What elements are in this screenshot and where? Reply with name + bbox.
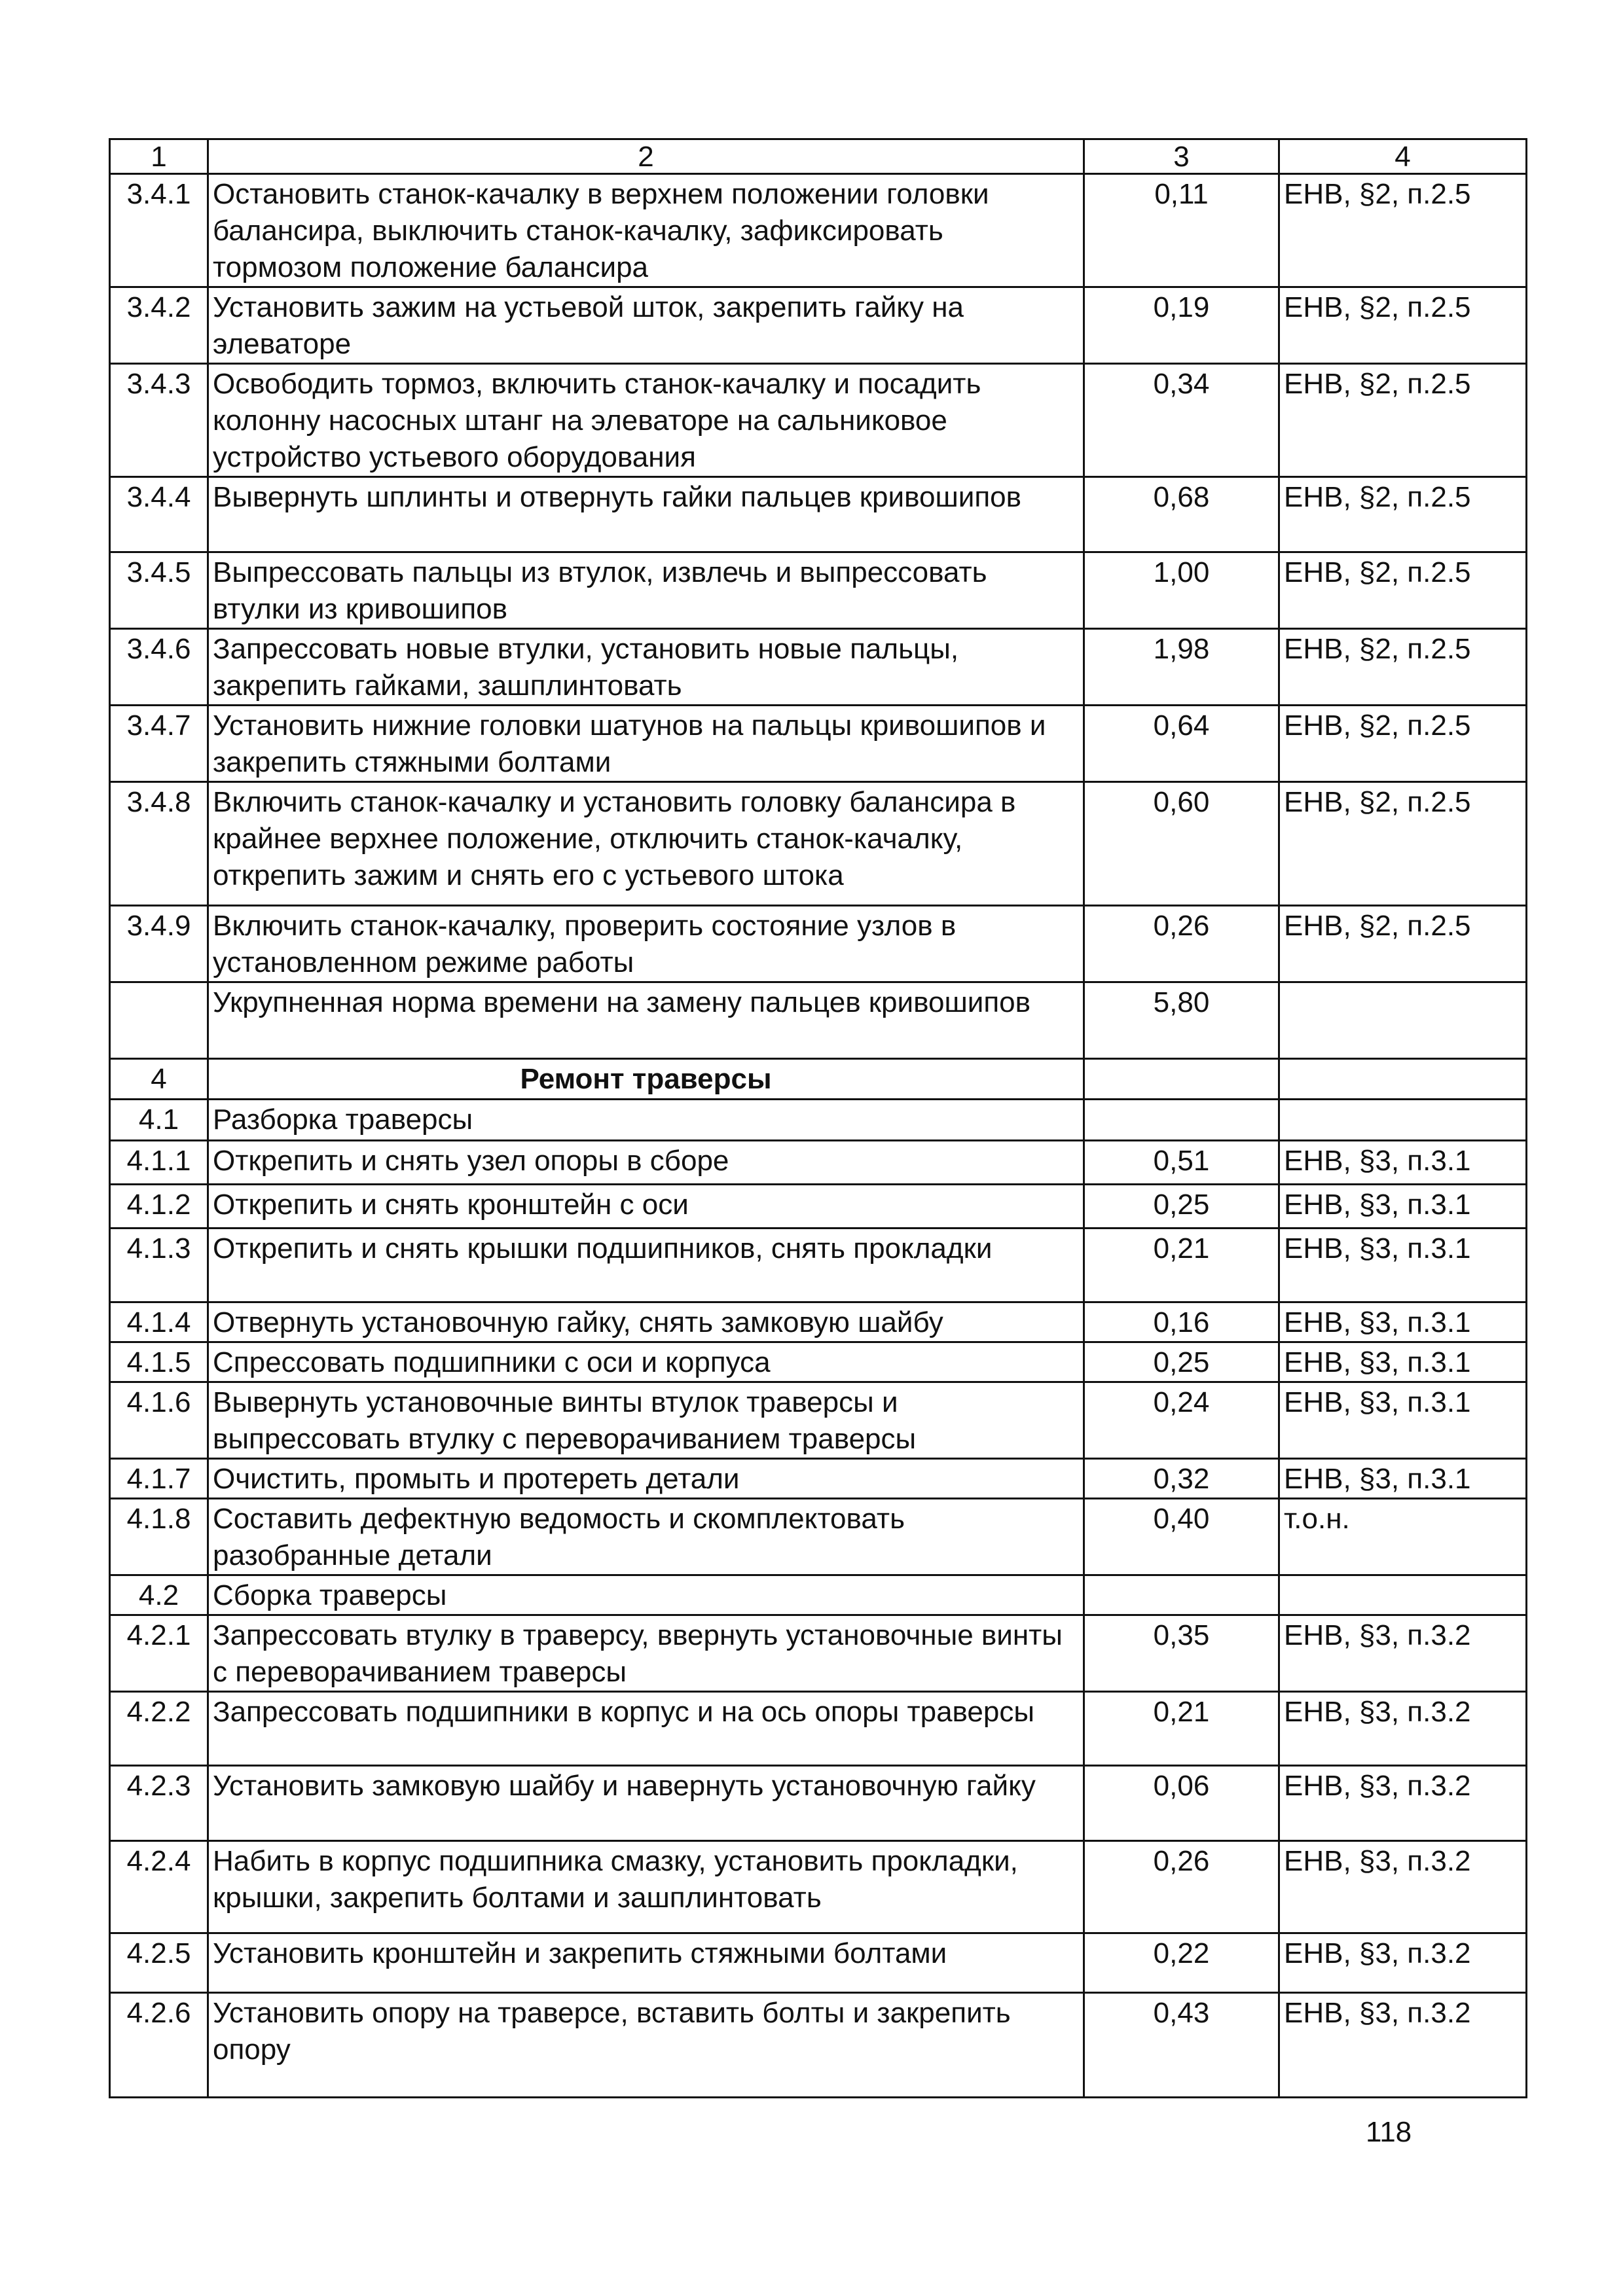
time-norm: 0,40 — [1084, 1499, 1279, 1575]
operation-text: Открепить и снять крышки подшипников, снять прокладки — [208, 1229, 1084, 1302]
page-number: 118 — [1366, 2116, 1412, 2148]
source-reference: ЕНВ, §2, п.2.5 — [1279, 477, 1527, 552]
source-reference: ЕНВ, §3, п.3.2 — [1279, 1692, 1527, 1766]
source-reference: ЕНВ, §2, п.2.5 — [1279, 706, 1527, 782]
time-norm: 0,60 — [1084, 782, 1279, 906]
source-reference — [1279, 1575, 1527, 1615]
source-reference: ЕНВ, §3, п.3.2 — [1279, 1766, 1527, 1841]
table-row — [110, 1229, 1527, 1302]
table-row — [110, 1382, 1527, 1459]
item-number: 3.4.3 — [110, 364, 208, 477]
subsection-row — [110, 1575, 1527, 1615]
item-number: 4.2.4 — [110, 1841, 208, 1933]
operation-text: Отвернуть установочную гайку, снять замковую шайбу — [208, 1302, 1084, 1342]
table-row — [110, 1933, 1527, 1993]
table-row — [110, 477, 1527, 552]
table-row — [110, 1841, 1527, 1933]
operation-text: Вывернуть шплинты и отвернуть гайки пальцев кривошипов — [208, 477, 1084, 552]
time-norm: 0,43 — [1084, 1993, 1279, 2098]
table-row — [110, 174, 1527, 287]
table-row — [110, 287, 1527, 364]
time-norm: 1,00 — [1084, 552, 1279, 629]
source-reference: ЕНВ, §3, п.3.1 — [1279, 1229, 1527, 1302]
table-row — [110, 552, 1527, 629]
section-row — [110, 1059, 1527, 1100]
source-reference: ЕНВ, §3, п.3.1 — [1279, 1382, 1527, 1459]
item-number: 3.4.9 — [110, 906, 208, 982]
table-row — [110, 1302, 1527, 1342]
subsection-number: 4.2 — [110, 1575, 208, 1615]
section-title: Ремонт траверсы — [208, 1059, 1084, 1100]
table-row — [110, 982, 1527, 1059]
time-norm: 0,21 — [1084, 1692, 1279, 1766]
time-norm: 0,19 — [1084, 287, 1279, 364]
table-row — [110, 1141, 1527, 1185]
table-row — [110, 1766, 1527, 1841]
source-reference: ЕНВ, §3, п.3.1 — [1279, 1141, 1527, 1185]
time-norm: 0,68 — [1084, 477, 1279, 552]
source-reference — [1279, 1100, 1527, 1141]
item-number: 3.4.7 — [110, 706, 208, 782]
time-norm: 0,24 — [1084, 1382, 1279, 1459]
item-number: 3.4.8 — [110, 782, 208, 906]
summary-text: Укрупненная норма времени на замену пальцев кривошипов — [208, 982, 1084, 1059]
source-reference: ЕНВ, §3, п.3.2 — [1279, 1993, 1527, 2098]
source-reference: ЕНВ, §2, п.2.5 — [1279, 552, 1527, 629]
operation-text: Запрессовать подшипники в корпус и на ось опоры траверсы — [208, 1692, 1084, 1766]
source-reference: ЕНВ, §2, п.2.5 — [1279, 782, 1527, 906]
table-row — [110, 364, 1527, 477]
source-reference: ЕНВ, §2, п.2.5 — [1279, 364, 1527, 477]
item-number: 4.2.1 — [110, 1615, 208, 1692]
header-cell: 1 — [110, 139, 208, 174]
source-reference: ЕНВ, §3, п.3.1 — [1279, 1342, 1527, 1382]
header-cell: 4 — [1279, 139, 1527, 174]
table-row — [110, 1692, 1527, 1766]
source-reference: ЕНВ, §3, п.3.1 — [1279, 1185, 1527, 1229]
source-reference: т.о.н. — [1279, 1499, 1527, 1575]
item-number: 3.4.2 — [110, 287, 208, 364]
operation-text: Открепить и снять узел опоры в сборе — [208, 1141, 1084, 1185]
subsection-row — [110, 1100, 1527, 1141]
time-norm: 0,26 — [1084, 906, 1279, 982]
operation-text: Установить опору на траверсе, вставить болты и закрепить опору — [208, 1993, 1084, 2098]
time-norm — [1084, 1100, 1279, 1141]
source-reference: ЕНВ, §3, п.3.2 — [1279, 1841, 1527, 1933]
table-row — [110, 1342, 1527, 1382]
table-row — [110, 1499, 1527, 1575]
source-reference: ЕНВ, §3, п.3.1 — [1279, 1459, 1527, 1499]
item-number: 4.1.1 — [110, 1141, 208, 1185]
time-norm: 0,34 — [1084, 364, 1279, 477]
source-reference: ЕНВ, §3, п.3.2 — [1279, 1615, 1527, 1692]
item-number: 4.1.4 — [110, 1302, 208, 1342]
item-number: 4.2.3 — [110, 1766, 208, 1841]
table-row — [110, 906, 1527, 982]
table-row — [110, 706, 1527, 782]
operation-text: Включить станок-качалку и установить головку балансира в крайнее верхнее положение, отключить станок-качалку, открепить зажим и снять его с устьевого штока — [208, 782, 1084, 906]
operation-text: Запрессовать втулку в траверсу, ввернуть установочные винты с переворачиванием траверсы — [208, 1615, 1084, 1692]
table-row — [110, 629, 1527, 706]
header-cell: 3 — [1084, 139, 1279, 174]
time-norm: 0,35 — [1084, 1615, 1279, 1692]
operation-text: Выпрессовать пальцы из втулок, извлечь и выпрессовать втулки из кривошипов — [208, 552, 1084, 629]
section-number: 4 — [110, 1059, 208, 1100]
time-norm — [1084, 1059, 1279, 1100]
header-cell: 2 — [208, 139, 1084, 174]
source-reference: ЕНВ, §2, п.2.5 — [1279, 906, 1527, 982]
item-number: 4.1.7 — [110, 1459, 208, 1499]
item-number: 3.4.4 — [110, 477, 208, 552]
time-norm: 0,06 — [1084, 1766, 1279, 1841]
item-number: 3.4.5 — [110, 552, 208, 629]
operation-text: Включить станок-качалку, проверить состояние узлов в установленном режиме работы — [208, 906, 1084, 982]
operation-text: Вывернуть установочные винты втулок траверсы и выпрессовать втулку с переворачиванием траверсы — [208, 1382, 1084, 1459]
time-norm: 0,26 — [1084, 1841, 1279, 1933]
operation-text: Установить кронштейн и закрепить стяжными болтами — [208, 1933, 1084, 1993]
item-number — [110, 982, 208, 1059]
source-reference: ЕНВ, §3, п.3.1 — [1279, 1302, 1527, 1342]
subsection-title: Сборка траверсы — [208, 1575, 1084, 1615]
operation-text: Открепить и снять кронштейн с оси — [208, 1185, 1084, 1229]
time-norm: 0,51 — [1084, 1141, 1279, 1185]
time-norm: 0,21 — [1084, 1229, 1279, 1302]
item-number: 4.1.6 — [110, 1382, 208, 1459]
time-norm: 0,16 — [1084, 1302, 1279, 1342]
time-norm: 0,32 — [1084, 1459, 1279, 1499]
time-norm: 0,25 — [1084, 1342, 1279, 1382]
item-number: 4.1.5 — [110, 1342, 208, 1382]
subsection-number: 4.1 — [110, 1100, 208, 1141]
item-number: 4.2.2 — [110, 1692, 208, 1766]
header-row — [110, 139, 1527, 174]
source-reference: ЕНВ, §2, п.2.5 — [1279, 174, 1527, 287]
operation-text: Набить в корпус подшипника смазку, установить прокладки, крышки, закрепить болтами и зашплинтовать — [208, 1841, 1084, 1933]
item-number: 4.2.5 — [110, 1933, 208, 1993]
operation-text: Очистить, промыть и протереть детали — [208, 1459, 1084, 1499]
time-norm: 0,25 — [1084, 1185, 1279, 1229]
time-norm: 1,98 — [1084, 629, 1279, 706]
item-number: 4.1.3 — [110, 1229, 208, 1302]
time-norm: 0,64 — [1084, 706, 1279, 782]
time-norm: 0,22 — [1084, 1933, 1279, 1993]
source-reference: ЕНВ, §2, п.2.5 — [1279, 629, 1527, 706]
operation-text: Установить нижние головки шатунов на пальцы кривошипов и закрепить стяжными болтами — [208, 706, 1084, 782]
table-row — [110, 1185, 1527, 1229]
operation-text: Запрессовать новые втулки, установить новые пальцы, закрепить гайками, зашплинтовать — [208, 629, 1084, 706]
item-number: 3.4.6 — [110, 629, 208, 706]
time-norm-total: 5,80 — [1084, 982, 1279, 1059]
table-row — [110, 782, 1527, 906]
item-number: 4.1.2 — [110, 1185, 208, 1229]
operation-text: Освободить тормоз, включить станок-качалку и посадить колонну насосных штанг на элеваторе на сальниковое устройство устьевого оборудования — [208, 364, 1084, 477]
item-number: 3.4.1 — [110, 174, 208, 287]
table-row — [110, 1615, 1527, 1692]
norms-table — [109, 138, 1527, 2098]
time-norm — [1084, 1575, 1279, 1615]
operation-text: Составить дефектную ведомость и скомплектовать разобранные детали — [208, 1499, 1084, 1575]
operation-text: Спрессовать подшипники с оси и корпуса — [208, 1342, 1084, 1382]
table-row — [110, 1993, 1527, 2098]
item-number: 4.1.8 — [110, 1499, 208, 1575]
source-reference — [1279, 1059, 1527, 1100]
operation-text: Установить зажим на устьевой шток, закрепить гайку на элеваторе — [208, 287, 1084, 364]
subsection-title: Разборка траверсы — [208, 1100, 1084, 1141]
item-number: 4.2.6 — [110, 1993, 208, 2098]
time-norm: 0,11 — [1084, 174, 1279, 287]
operation-text: Установить замковую шайбу и навернуть установочную гайку — [208, 1766, 1084, 1841]
table-row — [110, 1459, 1527, 1499]
operation-text: Остановить станок-качалку в верхнем положении головки балансира, выключить станок-качалку, зафиксировать тормозом положение балансира — [208, 174, 1084, 287]
source-reference: ЕНВ, §3, п.3.2 — [1279, 1933, 1527, 1993]
source-reference — [1279, 982, 1527, 1059]
source-reference: ЕНВ, §2, п.2.5 — [1279, 287, 1527, 364]
